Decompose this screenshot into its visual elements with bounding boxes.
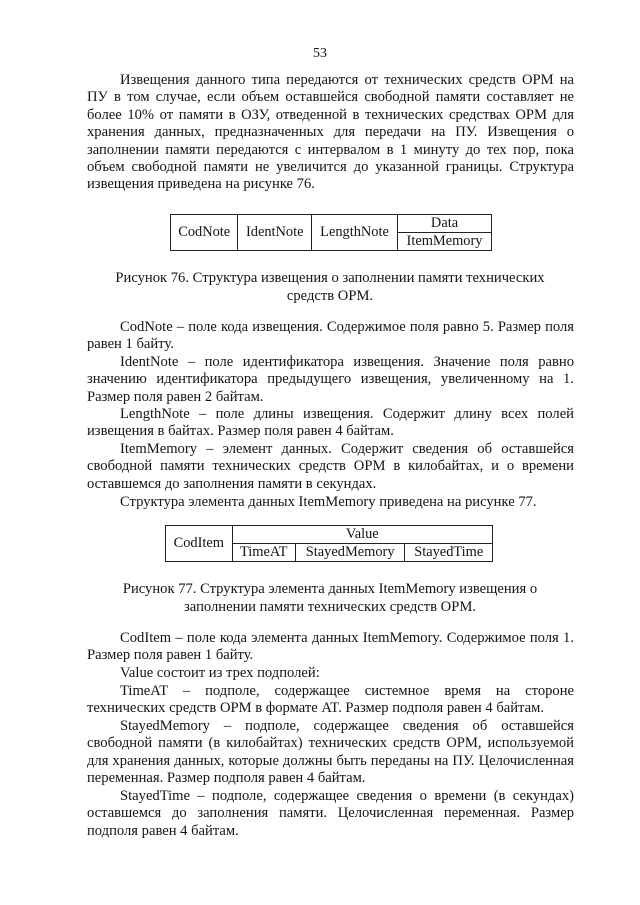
cell-stayedtime: StayedTime [405,544,493,562]
desc-timeat: TimeAT – подполе, содержащее системное время на стороне технических средств ОРМ в формате AT. Размер подполя равен 4 байтам. [87,683,574,717]
desc-lengthnote: LengthNote – поле длины извещения. Содержит длину всех полей извещения в байтах. Размер поля равен 4 байтам. [87,406,574,440]
desc-itemmemory: ItemMemory – элемент данных. Содержит сведения об оставшейся свободной памяти технических средств ОРМ в килобайтах, и о времени оставшемся до заполнения памяти в секундах. [87,441,574,492]
cell-stayedmemory: StayedMemory [295,544,405,562]
cell-lengthnote: LengthNote [312,215,398,251]
value-intro: Value состоит из трех подполей: [120,665,320,681]
page-number: 53 [313,46,327,61]
figure-77-table [165,525,493,562]
intro-paragraph: Извещения данного типа передаются от технических средств ОРМ на ПУ в том случае, если объем оставшейся свободной памяти составляет не более 10% от памяти в ОЗУ, отведенной в технических средствах ОРМ для хранения данных, предназначенных для передачи на ПУ. Извещения о заполнении памяти передаются с интервалом в 1 минуту до тех пор, пока объем свободной памяти не увеличится до указанной границы. Структура извещения приведена на рисунке 76. [87,72,574,193]
figure-76-table [170,214,492,251]
desc-coditem: CodItem – поле кода элемента данных ItemMemory. Содержимое поля 1. Размер поля равен 1 байту. [87,630,574,664]
cell-identnote: IdentNote [238,215,312,251]
cell-value: Value [232,526,492,544]
struct-reference: Структура элемента данных ItemMemory приведена на рисунке 77. [120,494,537,510]
figure-76-caption: Рисунок 76. Структура извещения о заполнении памяти технических средств ОРМ. [115,270,545,304]
cell-codnote: CodNote [171,215,238,251]
cell-data: Data [398,215,492,233]
figure-77-caption: Рисунок 77. Структура элемента данных ItemMemory извещения о заполнении памяти технических средств ОРМ. [122,581,538,615]
cell-timeat: TimeAT [232,544,295,562]
desc-stayedmemory: StayedMemory – подполе, содержащее сведения об оставшейся свободной памяти (в килобайтах) технических средств ОРМ, используемой для хранения данных, которые должны быть переданы на ПУ. Целочисленная переменная. Размер подполя равен 4 байтам. [87,718,574,787]
desc-codnote: CodNote – поле кода извещения. Содержимое поля равно 5. Размер поля равен 1 байту. [87,319,574,353]
desc-identnote: IdentNote – поле идентификатора извещения. Значение поля равно значению идентификатора предыдущего извещения, увеличенному на 1. Размер поля равен 2 байтам. [87,354,574,405]
cell-itemmemory: ItemMemory [398,233,492,251]
cell-coditem: CodItem [166,526,233,562]
desc-stayedtime: StayedTime – подполе, содержащее сведения о времени (в секундах) оставшемся до заполнения памяти. Целочисленная переменная. Размер подполя равен 4 байтам. [87,788,574,839]
